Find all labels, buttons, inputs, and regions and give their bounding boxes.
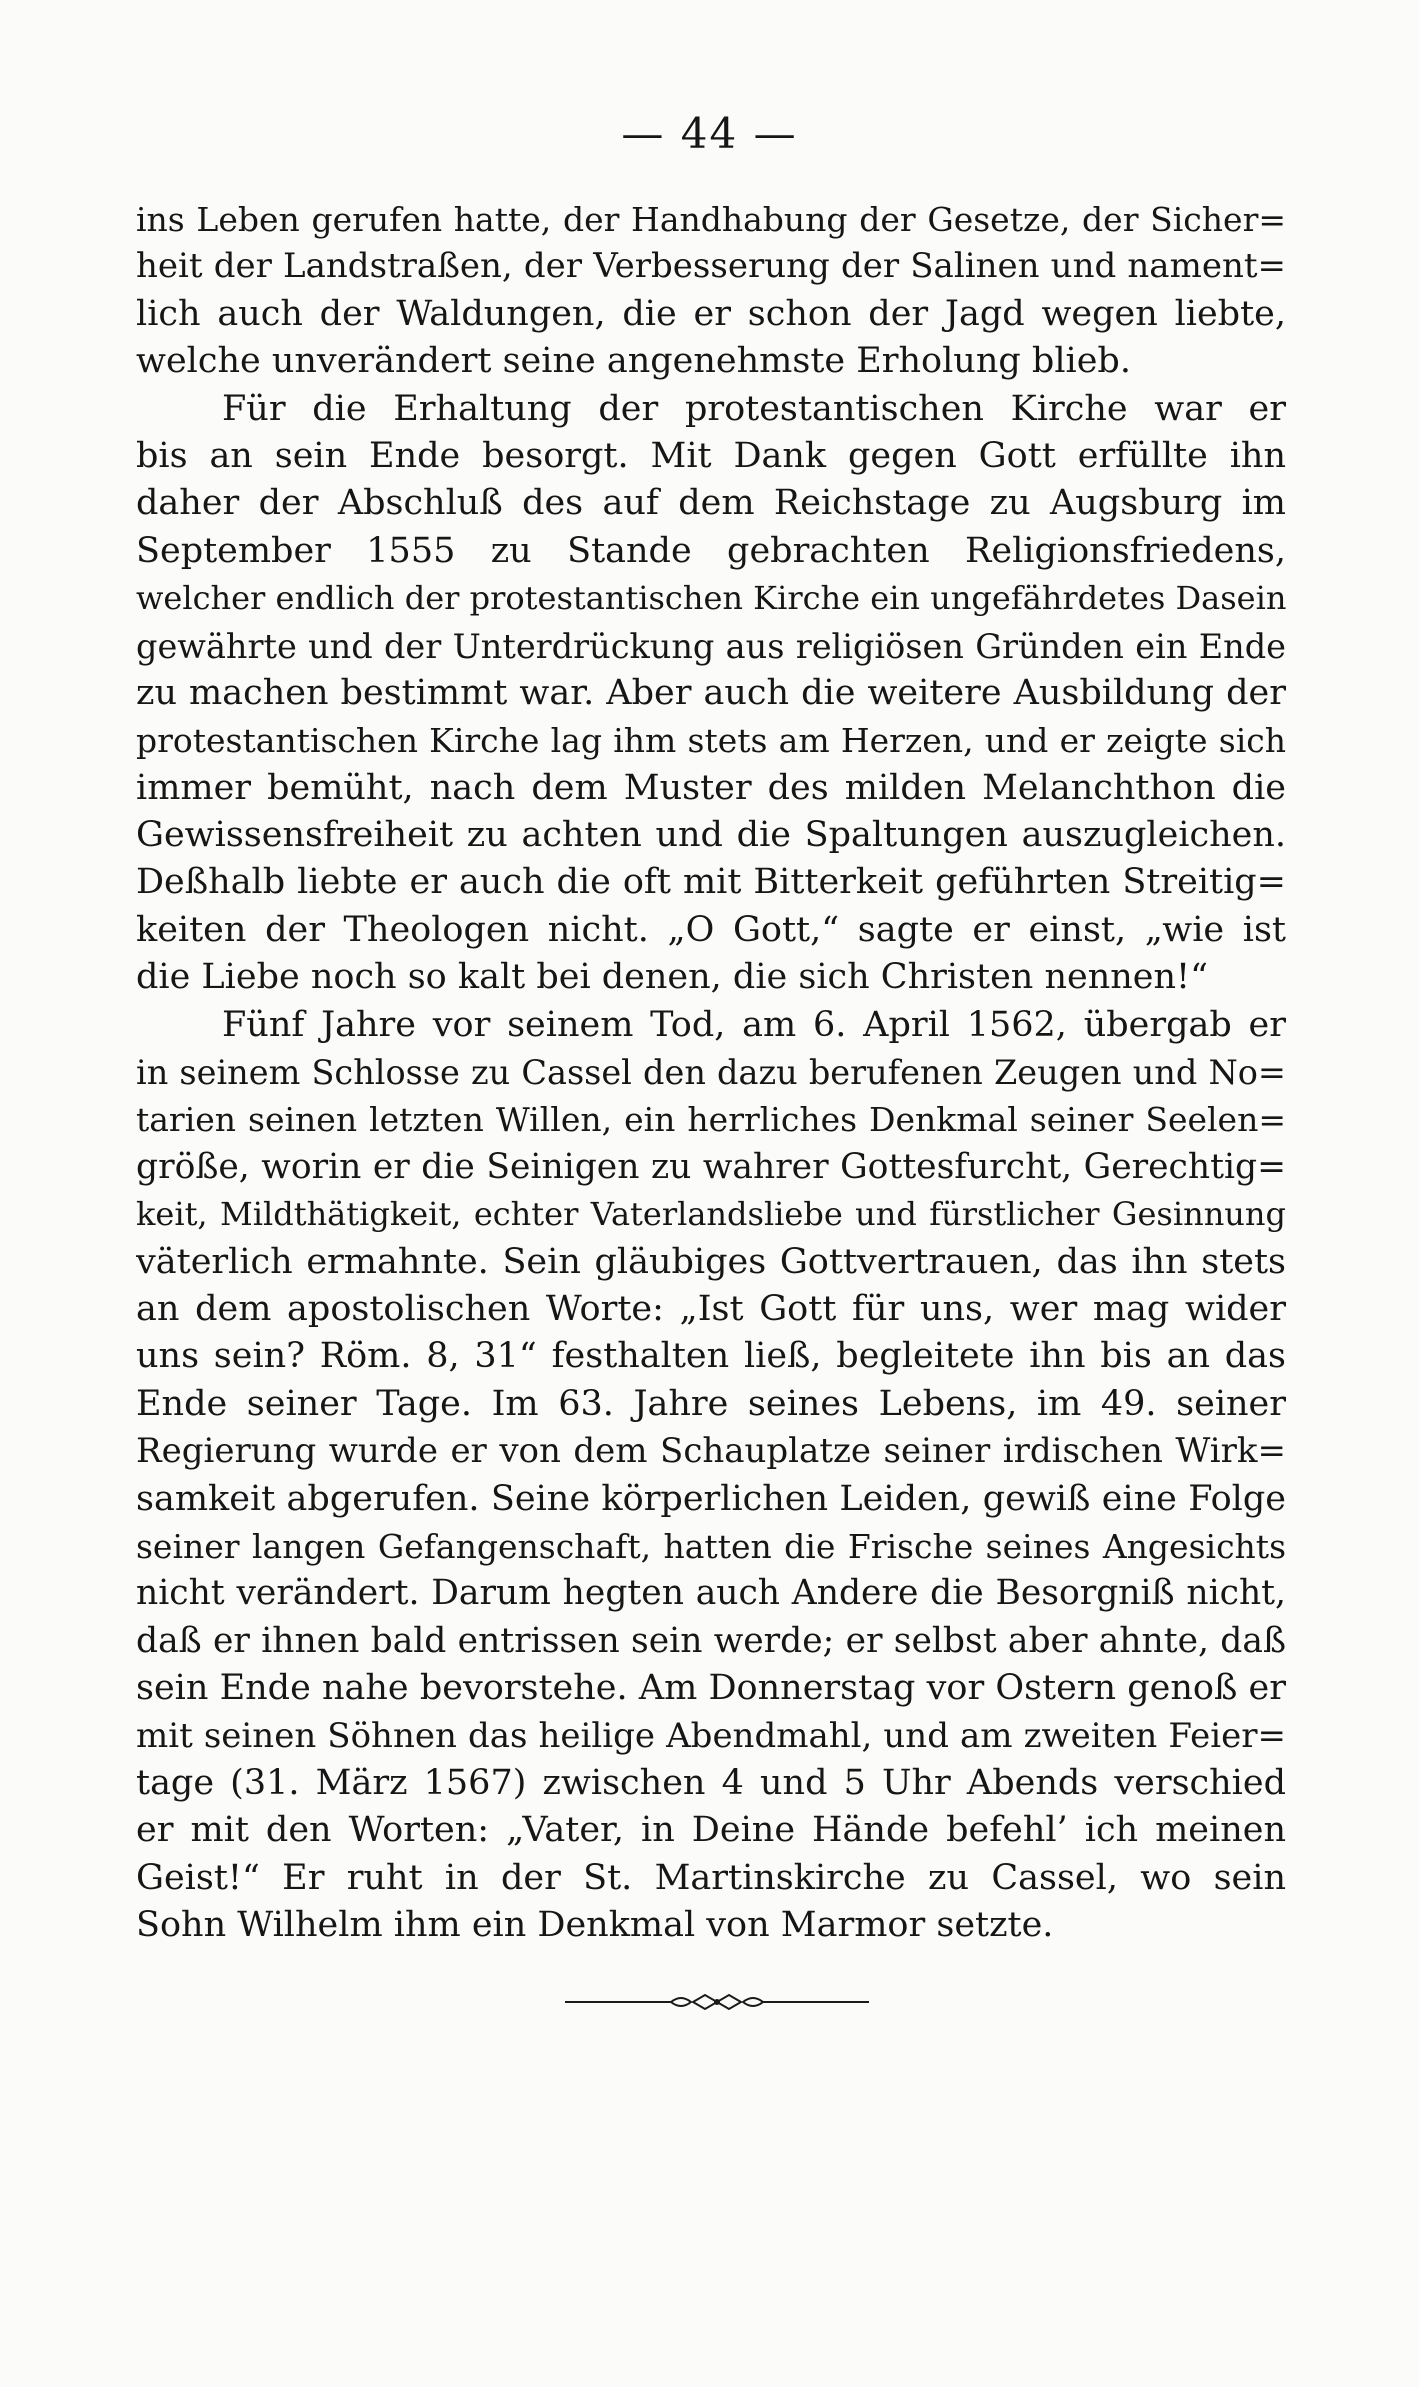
text-line: zu machen bestimmt war. Aber auch die weitere Ausbildung der bbox=[136, 672, 1286, 713]
text-line: tage (31. März 1567) zwischen 4 und 5 Uhr Abends verschied bbox=[136, 1762, 1286, 1803]
text-line: Ende seiner Tage. Im 63. Jahre seines Lebens, im 49. seiner bbox=[136, 1383, 1286, 1424]
text-line: er mit den Worten: „Vater, in Deine Hände befehl’ ich meinen bbox=[136, 1810, 1286, 1851]
text-line: tarien seinen letzten Willen, ein herrliches Denkmal seiner Seelen= bbox=[136, 1100, 1286, 1140]
text-line: heit der Landstraßen, der Verbesserung der Salinen und nament= bbox=[136, 246, 1286, 287]
text-line: welche unverändert seine angenehmste Erholung blieb. bbox=[136, 341, 1131, 382]
text-line: daß er ihnen bald entrissen sein werde; er selbst aber ahnte, daß bbox=[136, 1620, 1286, 1661]
text-line: samkeit abgerufen. Seine körperlichen Leiden, gewiß eine Folge bbox=[136, 1478, 1286, 1519]
text-line: Regierung wurde er von dem Schauplatze seiner irdischen Wirk= bbox=[136, 1431, 1286, 1472]
text-line: Fünf Jahre vor seinem Tod, am 6. April 1562, übergab er bbox=[222, 1004, 1286, 1045]
page-number: — 44 — bbox=[621, 109, 798, 158]
text-line: größe, worin er die Seinigen zu wahrer Gottesfurcht, Gerechtig= bbox=[136, 1146, 1286, 1187]
text-line: lich auch der Waldungen, die er schon der Jagd wegen liebte, bbox=[136, 293, 1286, 334]
text-line: keit, Mildthätigkeit, echter Vaterlandsliebe und fürstlicher Gesinnung bbox=[136, 1195, 1286, 1234]
text-line: die Liebe noch so kalt bei denen, die sich Christen nennen!“ bbox=[136, 957, 1208, 998]
ornament-divider-icon bbox=[565, 1990, 869, 2014]
text-line: uns sein? Röm. 8, 31“ festhalten ließ, begleitete ihn bis an das bbox=[136, 1336, 1286, 1377]
body-text bbox=[136, 196, 1286, 1949]
text-line: an dem apostolischen Worte: „Ist Gott für uns, wer mag wider bbox=[136, 1288, 1286, 1329]
text-line: welcher endlich der protestantischen Kirche ein ungefährdetes Dasein bbox=[136, 579, 1286, 618]
text-line: seiner langen Gefangenschaft, hatten die Frische seines Angesichts bbox=[136, 1526, 1286, 1566]
text-line: Sohn Wilhelm ihm ein Denkmal von Marmor setzte. bbox=[136, 1905, 1054, 1946]
text-line: mit seinen Söhnen das heilige Abendmahl, und am zweiten Feier= bbox=[136, 1715, 1286, 1756]
text-line: protestantischen Kirche lag ihm stets am Herzen, und er zeigte sich bbox=[136, 721, 1286, 761]
text-line: Deßhalb liebte er auch die oft mit Bitterkeit geführten Streitig= bbox=[136, 862, 1286, 903]
text-line: daher der Abschluß des auf dem Reichstage zu Augsburg im bbox=[136, 483, 1286, 524]
text-line: gewährte und der Unterdrückung aus religiösen Gründen ein Ende bbox=[136, 626, 1286, 666]
text-line: Geist!“ Er ruht in der St. Martinskirche zu Cassel, wo sein bbox=[136, 1857, 1286, 1898]
text-line: in seinem Schlosse zu Cassel den dazu berufenen Zeugen und No= bbox=[136, 1053, 1286, 1093]
text-line: Gewissensfreiheit zu achten und die Spaltungen auszugleichen. bbox=[136, 815, 1286, 856]
text-line: bis an sein Ende besorgt. Mit Dank gegen Gott erfüllte ihn bbox=[136, 435, 1286, 476]
text-line: sein Ende nahe bevorstehe. Am Donnerstag vor Ostern genoß er bbox=[136, 1668, 1286, 1709]
text-line: nicht verändert. Darum hegten auch Andere die Besorgniß nicht, bbox=[136, 1573, 1286, 1614]
text-line: September 1555 zu Stande gebrachten Religionsfriedens, bbox=[136, 530, 1286, 571]
text-line: Für die Erhaltung der protestantischen Kirche war er bbox=[222, 388, 1286, 429]
text-line: ins Leben gerufen hatte, der Handhabung der Gesetze, der Sicher= bbox=[136, 200, 1286, 239]
text-line: keiten der Theologen nicht. „O Gott,“ sagte er einst, „wie ist bbox=[136, 909, 1286, 950]
text-line: immer bemüht, nach dem Muster des milden Melanchthon die bbox=[136, 767, 1286, 808]
text-line: väterlich ermahnte. Sein gläubiges Gottvertrauen, das ihn stets bbox=[136, 1241, 1286, 1282]
